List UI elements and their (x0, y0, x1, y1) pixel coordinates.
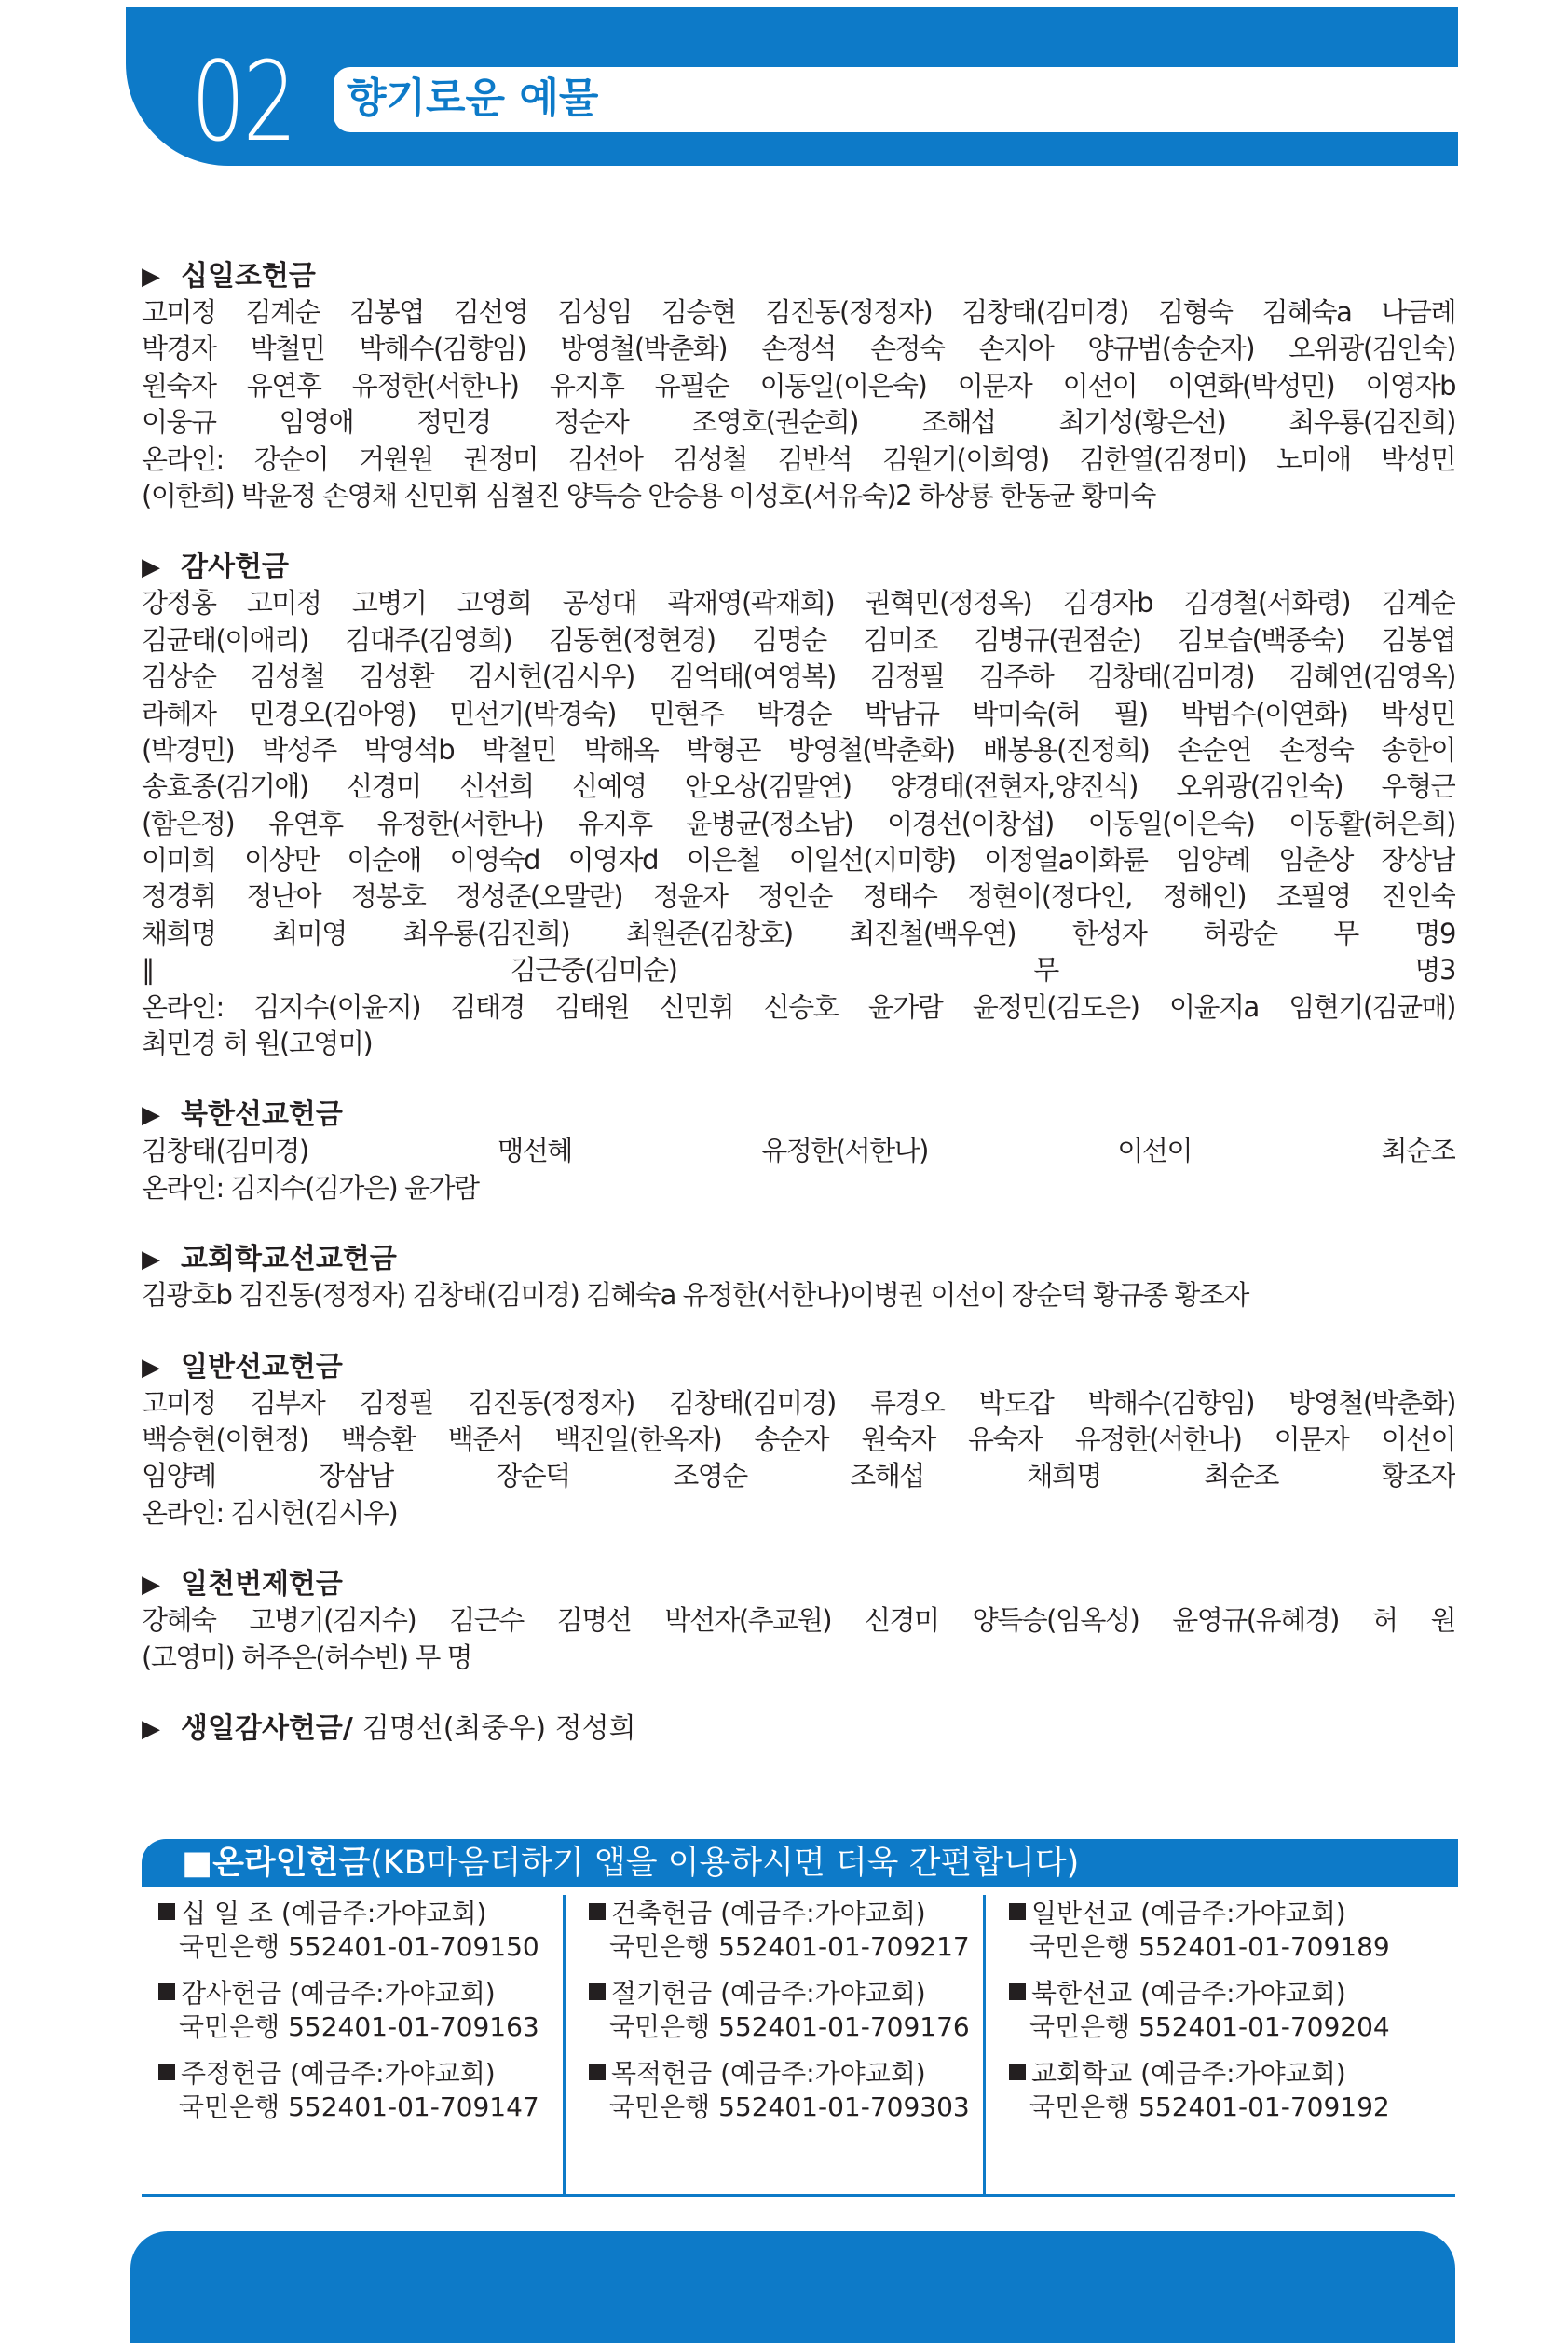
name-line: 채희명 최미영 최우룡(김진희) 최원준(김창호) 최진철(백우연) 한성자 허광순 무 명9 (142, 917, 1455, 949)
name-line: (고영미) 허주은(허수빈) 무 명 (142, 1641, 472, 1673)
column-divider (563, 1895, 566, 2195)
account-label-text: 주정헌금 (예금주:가야교회) (181, 2058, 496, 2089)
account-label-text: 일반선교 (예금주:가야교회) (1031, 1898, 1346, 1928)
account-item (589, 1897, 970, 1964)
account-number: 국민은행 552401-01-709204 (1029, 2011, 1390, 2042)
account-label (589, 1897, 970, 1930)
name-line: ∥ 김근중(김미순) 무 명3 (142, 954, 1455, 987)
section-title: 십일조헌금 (181, 260, 316, 293)
offering-section (142, 1350, 1455, 1532)
name-line: 온라인: 강순이 거원원 권정미 김선아 김성철 김반석 김원기(이희영) 김한열(김정미) 노미애 박성민 (142, 443, 1455, 475)
square-bullet-icon (589, 1983, 606, 2000)
account-label-text: 절기헌금 (예금주:가야교회) (611, 1978, 926, 2009)
name-line: 온라인: 김지수(김가은) 윤가람 (142, 1171, 479, 1204)
name-line: 이미희 이상만 이순애 이영숙d 이영자d 이은철 이일선(지미향) 이정열a이화륜 임양례 임춘상 장상남 (142, 844, 1455, 877)
account-label (589, 2057, 970, 2091)
section-heading (142, 1711, 1455, 1747)
square-bullet-icon (589, 1903, 606, 1920)
square-bullet-icon (1009, 1903, 1026, 1920)
page-title: 향기로운 예물 (347, 75, 599, 122)
account-label (158, 1897, 539, 1930)
section-heading (142, 259, 1455, 294)
account-label-text: 감사헌금 (예금주:가야교회) (181, 1978, 496, 2009)
account-label (158, 1977, 539, 2010)
sections-container (142, 259, 1455, 1747)
section-heading (142, 550, 1455, 585)
online-offering-title-note: (KB마음더하기 앱을 이용하시면 더욱 간편합니다) (370, 1845, 1080, 1882)
square-bullet-icon (1009, 1983, 1026, 2000)
account-item (589, 1977, 970, 2044)
account-number: 국민은행 552401-01-709303 (609, 2091, 970, 2122)
triangle-bullet-icon: ▶ (142, 1101, 160, 1130)
triangle-bullet-icon: ▶ (142, 263, 160, 291)
name-line: 임양례 장삼남 장순덕 조영순 조해섭 채희명 최순조 황조자 (142, 1460, 1455, 1492)
section-title: 일반선교헌금 (181, 1350, 343, 1383)
account-label-text: 목적헌금 (예금주:가야교회) (611, 2058, 926, 2089)
account-number: 국민은행 552401-01-709176 (609, 2011, 970, 2042)
name-line: 강혜숙 고병기(김지수) 김근수 김명선 박선자(추교원) 신경미 양득승(임옥성) 윤영규(유혜경) 허 원 (142, 1604, 1455, 1637)
name-line: 고미정 김부자 김정필 김진동(정정자) 김창태(김미경) 류경오 박도갑 박해수(김향임) 방영철(박춘화) (142, 1386, 1455, 1419)
account-number: 국민은행 552401-01-709147 (179, 2091, 539, 2122)
section-inline-names: 김명선(최중우) 정성희 (361, 1711, 636, 1745)
square-bullet-icon (1009, 2064, 1026, 2080)
account-item (589, 2057, 970, 2124)
account-column (572, 1887, 991, 2187)
triangle-bullet-icon: ▶ (142, 1246, 160, 1274)
name-line: 온라인: 김지수(이윤지) 김태경 김태원 신민휘 신승호 윤가람 윤정민(김도은) 이윤지a 임현기(김균매) (142, 990, 1455, 1023)
name-line: 원숙자 유연후 유정한(서한나) 유지후 유필순 이동일(이은숙) 이문자 이선이 이연화(박성민) 이영자b (142, 369, 1455, 402)
account-label (1009, 1897, 1390, 1930)
triangle-bullet-icon: ▶ (142, 1714, 160, 1743)
account-number: 국민은행 552401-01-709189 (1029, 1931, 1390, 1962)
account-label-text: 십 일 조 (예금주:가야교회) (181, 1898, 487, 1928)
triangle-bullet-icon: ▶ (142, 1353, 160, 1382)
account-label (158, 2057, 539, 2091)
column-divider (983, 1895, 986, 2195)
account-item (158, 2057, 539, 2124)
account-label (589, 1977, 970, 2010)
offering-section (142, 1711, 1455, 1747)
section-title: 생일감사헌금/ (181, 1711, 353, 1745)
account-number: 국민은행 552401-01-709150 (179, 1931, 539, 1962)
square-bullet-icon (158, 1903, 175, 1920)
name-line: (박경민) 박성주 박영석b 박철민 박해옥 박형곤 방영철(박춘화) 배봉용(진정희) 손순연 손정숙 송한이 (142, 733, 1455, 766)
offering-section (142, 259, 1455, 514)
name-line: 백승현(이현정) 백승환 백준서 백진일(한옥자) 송순자 원숙자 유숙자 유정한(서한나) 이문자 이선이 (142, 1423, 1455, 1455)
online-offering-title (182, 1843, 1079, 1884)
name-line: 온라인: 김시헌(김시우) (142, 1496, 398, 1529)
name-line: 고미정 김계순 김봉엽 김선영 김성임 김승현 김진동(정정자) 김창태(김미경) 김형숙 김혜숙a 나금례 (142, 296, 1455, 328)
section-number: 02 (191, 37, 294, 166)
online-offering-title-bold: 온라인헌금 (212, 1845, 371, 1882)
account-item (158, 1897, 539, 1964)
account-item (158, 1977, 539, 2044)
name-line: 박경자 박철민 박해수(김향임) 방영철(박춘화) 손정석 손정숙 손지아 양규범(송순자) 오위광(김인숙) (142, 333, 1455, 365)
section-heading (142, 1242, 1455, 1277)
triangle-bullet-icon: ▶ (142, 1571, 160, 1600)
online-accounts-grid (142, 1887, 1455, 2148)
account-number: 국민은행 552401-01-709217 (609, 1931, 970, 1962)
name-line: 이웅규 임영애 정민경 정순자 조영호(권순희) 조해섭 최기성(황은선) 최우룡(김진희) (142, 406, 1455, 439)
account-number: 국민은행 552401-01-709163 (179, 2011, 539, 2042)
account-item (1009, 2057, 1390, 2124)
name-line: 강정홍 고미정 고병기 고영희 공성대 곽재영(곽재희) 권혁민(정정옥) 김경자b 김경철(서화령) 김계순 (142, 587, 1455, 620)
account-label (1009, 2057, 1390, 2091)
name-line: (함은정) 유연후 유정한(서한나) 유지후 윤병균(정소남) 이경선(이창섭) 이동일(이은숙) 이동활(허은희) (142, 807, 1455, 839)
name-line: 최민경 허 원(고영미) (142, 1028, 373, 1060)
name-line: 김상순 김성철 김성환 김시헌(김시우) 김억태(여영복) 김정필 김주하 김창태(김미경) 김혜연(김영옥) (142, 661, 1455, 693)
section-heading (142, 1350, 1455, 1385)
section-title: 감사헌금 (181, 551, 289, 584)
square-bullet-icon: ■ (182, 1845, 213, 1882)
account-item (1009, 1977, 1390, 2044)
name-line: 정경휘 정난아 정봉호 정성준(오말란) 정윤자 정인순 정태수 정현이(정다인, 정해인) 조필영 진인숙 (142, 880, 1455, 913)
section-title: 일천번제헌금 (181, 1568, 343, 1601)
account-label-text: 북한선교 (예금주:가야교회) (1031, 1978, 1346, 2009)
account-column (992, 1887, 1411, 2187)
name-line: 김균태(이애리) 김대주(김영희) 김동현(정현경) 김명순 김미조 김병규(권점순) 김보습(백종숙) 김봉엽 (142, 623, 1455, 656)
account-item (1009, 1897, 1390, 1964)
account-column (142, 1887, 561, 2187)
account-label-text: 교회학교 (예금주:가야교회) (1031, 2058, 1346, 2089)
offering-list (142, 259, 1455, 1782)
account-label-text: 건축헌금 (예금주:가야교회) (611, 1898, 926, 1928)
offering-section (142, 1242, 1455, 1314)
name-line: 김광호b 김진동(정정자) 김창태(김미경) 김혜숙a 유정한(서한나)이병권 이선이 장순덕 황규종 황조자 (142, 1279, 1248, 1312)
section-title: 북한선교헌금 (181, 1098, 343, 1132)
square-bullet-icon (158, 2064, 175, 2080)
offering-section (142, 1097, 1455, 1206)
section-heading (142, 1097, 1455, 1133)
name-line: 라혜자 민경오(김아영) 민선기(박경숙) 민현주 박경순 박남규 박미숙(허 필) 박범수(이연화) 박성민 (142, 697, 1455, 729)
triangle-bullet-icon: ▶ (142, 553, 160, 582)
square-bullet-icon (158, 1983, 175, 2000)
name-line: (이한희) 박윤정 손영채 신민휘 심철진 양득승 안승용 이성호(서유숙)2 하상룡 한동균 황미숙 (142, 479, 1155, 511)
online-accounts-bottom-rule (142, 2194, 1455, 2197)
footer-bar (130, 2231, 1455, 2343)
offering-section (142, 1567, 1455, 1676)
account-number: 국민은행 552401-01-709192 (1029, 2091, 1390, 2122)
section-heading (142, 1567, 1455, 1602)
square-bullet-icon (589, 2064, 606, 2080)
section-title: 교회학교선교헌금 (181, 1243, 397, 1276)
name-line: 송효종(김기애) 신경미 신선희 신예영 안오상(김말연) 양경태(전현자,양진식) 오위광(김인숙) 우형근 (142, 770, 1455, 803)
offering-section (142, 550, 1455, 1062)
account-label (1009, 1977, 1390, 2010)
name-line: 김창태(김미경) 맹선혜 유정한(서한나) 이선이 최순조 (142, 1135, 1455, 1167)
